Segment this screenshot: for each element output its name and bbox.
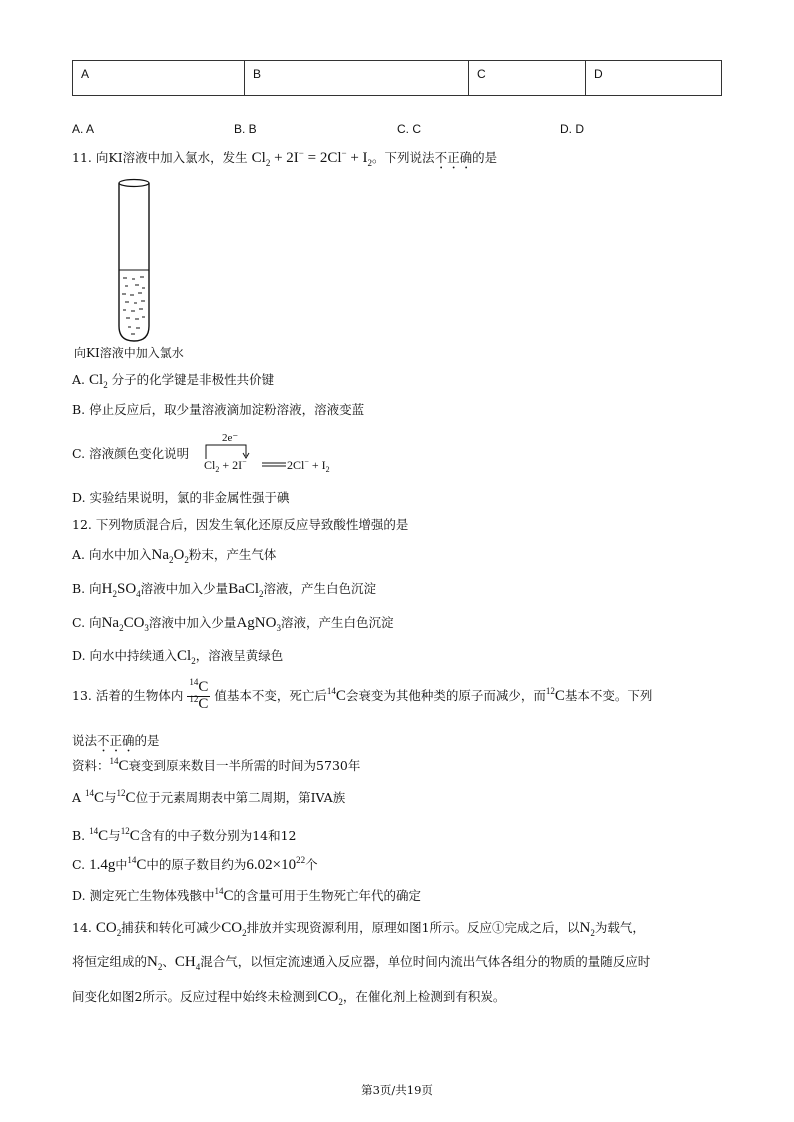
test-tube-icon	[108, 178, 158, 346]
q13-info: 资料：$^{14}$C衰变到原来数目一半所需的时间为5730年	[72, 756, 361, 774]
electron-transfer-equation	[204, 429, 364, 477]
question-14-line3: 间变化如图2所示。反应过程中始终未检测到$CO_2$，在催化剂上检测到有积炭。	[72, 989, 506, 1007]
q13-option-a: A $^{14}$C与$^{12}$C位于元素周期表中第二周期，第IVA族	[72, 788, 346, 806]
choice-a: A. A	[72, 122, 95, 136]
question-12-stem: 12. 下列物质混合后，因发生氧化还原反应导致酸性增强的是	[72, 517, 409, 532]
emphasis-not-correct: 不正确	[434, 150, 473, 165]
table-cell-a: A	[73, 61, 245, 96]
q12-option-d: D. 向水中持续通入$Cl_2$，溶液呈黄绿色	[72, 648, 284, 666]
options-table	[72, 60, 722, 96]
question-13-stem-line2: 说法不正确的是	[72, 733, 160, 748]
choice-c: C. C	[397, 122, 421, 136]
q11-option-c: C. 溶液颜色变化说明	[72, 446, 190, 461]
figure-caption: 向KI溶液中加入氯水	[74, 346, 184, 360]
question-11-stem: 11. 向KI溶液中加入氯水，发生 $Cl_2 + 2I^- = 2Cl^- + I_2$。下列说法不正确的是	[72, 148, 498, 168]
svg-text:2Cl− + I2: $2Cl^- + I_2$	[287, 457, 330, 474]
q11-option-d: D. 实验结果说明，氯的非金属性强于碘	[72, 490, 290, 505]
q12-option-a: A. 向水中加入$Na_2O_2$粉末，产生气体	[72, 547, 277, 565]
q12-option-b: B. 向$H_2SO_4$溶液中加入少量BaCl$_2$溶液，产生白色沉淀	[72, 581, 377, 599]
table-cell-b: B	[245, 61, 469, 96]
table-cell-d: D	[586, 61, 722, 96]
q13-option-d: D. 测定死亡生物体残骸中$^{14}$C的含量可用于生物死亡年代的确定	[72, 886, 422, 904]
electron-label: 2e⁻	[222, 432, 239, 444]
q11-option-b: B. 停止反应后，取少量溶液滴加淀粉溶液，溶液变蓝	[72, 402, 365, 417]
choice-b: B. B	[234, 122, 257, 136]
q12-option-c: C. 向$Na_2CO_3$溶液中加入少量AgNO$_3$溶液，产生白色沉淀	[72, 615, 394, 633]
question-14-line1: 14. $CO_2$捕获和转化可减少$CO_2$排放并实现资源利用，原理如图1所示。反应①完成之后，以$N_2$为载气，	[72, 920, 645, 938]
reaction-equation: $Cl_2 + 2I^- = 2Cl^- + I_2$	[251, 148, 373, 168]
question-13-stem: 13. 活着的生物体内 $\frac{^{14}C}{^{12}C}$ 值基本不变，死亡后$^{14}$C会衰变为其他种类的原子而减少，而$^{12}$C基本不变。下列	[72, 677, 653, 712]
q13-option-c: C. 1.4g中$^{14}$C中的原子数目约为$6.02\times 10^{22}$个	[72, 855, 318, 873]
question-14-line2: 将恒定组成的$N_2$、$CH_4$混合气，以恒定流速通入反应器，单位时间内流出气体各组分的物质的量随反应时	[72, 954, 651, 972]
emphasis-not-correct: 不正确	[97, 733, 135, 748]
q13-option-b: B. $^{14}$C与$^{12}$C含有的中子数分别为14和12	[72, 826, 297, 844]
svg-text:Cl2 + 2I−: $Cl_2 + 2I^-$	[204, 457, 247, 474]
isotope-ratio: $\frac{^{14}C}{^{12}C}$	[189, 677, 209, 712]
table-cell-c: C	[469, 61, 586, 96]
q11-option-a: A. $Cl_2$ 分子的化学键是非极性共价键	[72, 372, 275, 390]
choice-d: D. D	[560, 122, 584, 136]
page-number: 第3页/共19页	[361, 1083, 433, 1097]
test-tube-figure	[108, 178, 158, 346]
